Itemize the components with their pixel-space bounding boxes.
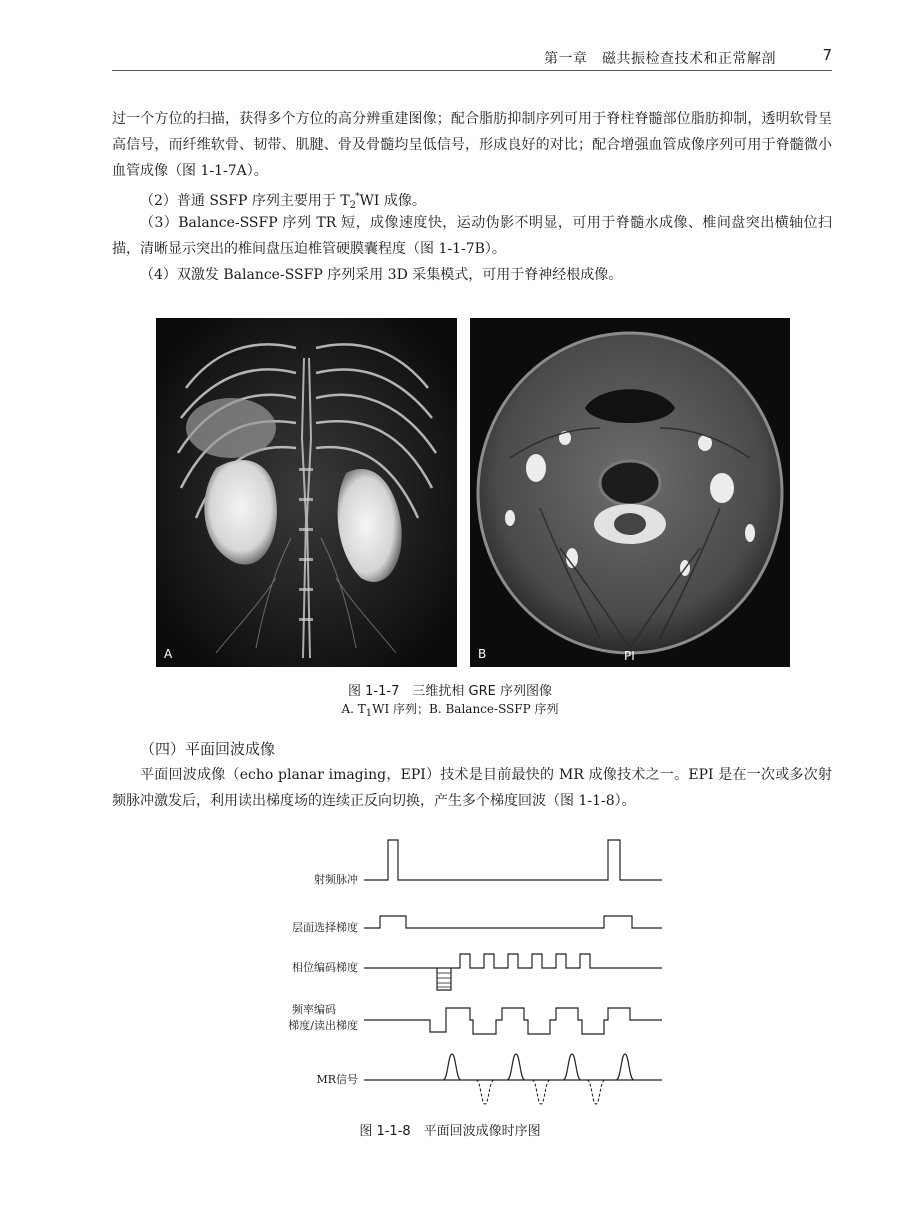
figure-panel-b — [470, 318, 790, 667]
mri-coronal-image — [156, 318, 457, 667]
label-phase: 相位编码梯度 — [292, 961, 358, 974]
paragraph-4: （4）双激发 Balance-SSFP 序列采用 3D 采集模式，可用于脊神经根成像。 — [140, 267, 623, 283]
phase-trace — [364, 954, 662, 968]
panel-b-marker: PI — [624, 649, 635, 663]
figure-panel-a — [156, 318, 457, 667]
label-slice: 层面选择梯度 — [292, 921, 358, 934]
mri-axial-image — [470, 318, 790, 667]
panel-a-label: A — [164, 647, 173, 661]
section-body: 平面回波成像（echo planar imaging，EPI）技术是目前最快的 MR 成像技术之一。EPI 是在一次或多次射频脉冲激发后，利用读出梯度场的连续正反向切换，产生多个梯度回波（图 1-1-8）。 — [112, 767, 832, 809]
page-header — [112, 44, 832, 70]
paragraph-1: 过一个方位的扫描，获得多个方位的高分辨重建图像；配合脂肪抑制序列可用于脊柱脊髓部位脂肪抑制，透明软骨呈高信号，而纤维软骨、韧带、肌腱、骨及骨髓均呈低信号，形成良好的对比；配合增强血管成像序列可用于脊髓微小血管成像（图 1-1-7A）。 — [112, 111, 832, 179]
subcaption-a: A. T — [341, 702, 366, 716]
label-signal: MR信号 — [316, 1073, 358, 1086]
rf-trace — [364, 840, 662, 880]
chapter-title: 第一章 磁共振检查技术和正常解剖 — [544, 51, 776, 67]
t1-subscript: 1 — [365, 708, 373, 719]
label-freq — [270, 1002, 358, 1034]
echo-neg-1 — [476, 1080, 494, 1104]
label-rf: 射频脉冲 — [314, 873, 358, 886]
page-number: 7 — [822, 46, 832, 64]
t2-subscript: 2 — [349, 200, 357, 211]
paragraph-3: （3）Balance-SSFP 序列 TR 短，成像速度快，运动伪影不明显，可用于脊髓水成像、椎间盘突出横轴位扫描，清晰显示突出的椎间盘压迫椎管硬膜囊程度（图 1-1-7B）。 — [112, 215, 832, 257]
paragraph-2-tail: WI 成像。 — [359, 193, 426, 209]
section-heading: （四）平面回波成像 — [140, 740, 276, 758]
paragraph-2-text: （2）普通 SSFP 序列主要用于 T — [140, 193, 350, 209]
freq-trace — [364, 1008, 662, 1034]
subcaption-rest: WI 序列；B. Balance-SSFP 序列 — [372, 702, 559, 716]
header-rule — [112, 70, 832, 71]
echo-neg-3 — [587, 1080, 605, 1104]
figure-1-1-7-subcaption — [0, 700, 900, 719]
phase-hatch — [437, 973, 451, 987]
echo-1 — [443, 1054, 461, 1080]
epi-timing-diagram — [270, 832, 670, 1117]
echo-4 — [616, 1054, 634, 1080]
label-freq-line2: 梯度/读出梯度 — [288, 1019, 358, 1032]
t2-superscript: * — [355, 192, 360, 202]
slice-trace — [364, 916, 662, 928]
echo-neg-2 — [532, 1080, 550, 1104]
echo-2 — [507, 1054, 525, 1080]
echo-3 — [563, 1054, 581, 1080]
figure-1-1-8-caption: 图 1-1-8 平面回波成像时序图 — [359, 1124, 541, 1139]
figure-1-1-7-caption: 图 1-1-7 三维扰相 GRE 序列图像 — [348, 684, 552, 699]
panel-b-label: B — [478, 647, 487, 661]
label-freq-line1: 频率编码 — [292, 1003, 336, 1016]
